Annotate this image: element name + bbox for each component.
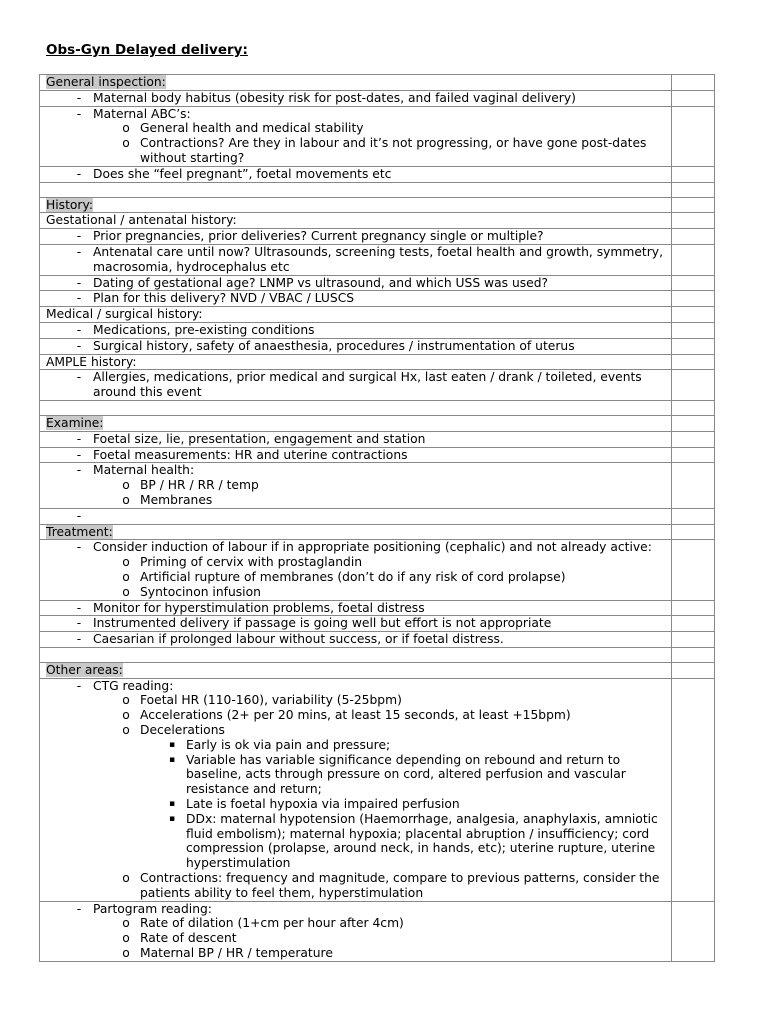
item-text: Maternal health:	[93, 463, 195, 478]
square-bullet-icon: ▪	[168, 739, 176, 750]
square-bullet-icon: ▪	[168, 813, 176, 824]
dash-bullet-icon: -	[76, 338, 82, 353]
checkbox-cell[interactable]	[672, 632, 715, 648]
item-text: Plan for this delivery? NVD / VBAC / LUSCS	[93, 291, 355, 306]
table-row	[40, 415, 715, 431]
list-item	[46, 323, 671, 338]
checkbox-cell[interactable]	[672, 244, 715, 275]
item-text: Partogram reading:	[93, 901, 212, 916]
list-item	[46, 121, 671, 136]
checkbox-cell[interactable]	[672, 463, 715, 508]
list-item	[46, 463, 671, 478]
item-text: Syntocinon infusion	[140, 584, 261, 599]
list-item	[46, 570, 671, 585]
circle-bullet-icon: o	[122, 693, 130, 708]
section-heading: Other areas:	[46, 662, 123, 677]
list-item	[46, 616, 671, 631]
content-cell	[40, 90, 672, 106]
section-heading: General inspection:	[46, 75, 166, 89]
table-row	[40, 106, 715, 166]
table-row	[40, 901, 715, 961]
dash-bullet-icon: -	[76, 291, 82, 306]
item-text: Late is foetal hypoxia via impaired perfusion	[186, 797, 460, 812]
content-cell	[40, 354, 672, 370]
subsection-label: AMPLE history:	[46, 354, 137, 369]
circle-bullet-icon: o	[122, 723, 130, 738]
item-text: Maternal ABC’s:	[93, 106, 191, 121]
dash-bullet-icon: -	[76, 508, 82, 523]
content-cell	[40, 307, 672, 323]
checkbox-cell[interactable]	[672, 524, 715, 540]
dash-bullet-icon: -	[76, 600, 82, 615]
list-item	[46, 136, 671, 166]
list-item	[46, 679, 671, 694]
list-item	[46, 448, 671, 463]
content-cell	[40, 400, 672, 415]
circle-bullet-icon: o	[122, 931, 130, 946]
list-item	[46, 107, 671, 122]
item-text: Foetal size, lie, presentation, engagement and station	[93, 431, 426, 446]
table-row	[40, 662, 715, 678]
list-item	[46, 693, 671, 708]
item-text: CTG reading:	[93, 678, 174, 693]
table-row	[40, 632, 715, 648]
item-text: Prior pregnancies, prior deliveries? Current pregnancy single or multiple?	[93, 229, 544, 244]
item-text: Does she “feel pregnant”, foetal movements etc	[93, 166, 392, 181]
checklist-table	[39, 74, 715, 962]
item-text: General health and medical stability	[140, 121, 364, 136]
checkbox-cell[interactable]	[672, 678, 715, 901]
item-text: Accelerations (2+ per 20 mins, at least 15 seconds, at least +15bpm)	[140, 708, 571, 723]
document-title: Obs-Gyn Delayed delivery:	[46, 42, 248, 58]
checkbox-cell[interactable]	[672, 616, 715, 632]
table-row	[40, 291, 715, 307]
checkbox-cell[interactable]	[672, 229, 715, 245]
content-cell	[40, 229, 672, 245]
content-cell	[40, 338, 672, 354]
section-heading: History:	[46, 197, 93, 212]
list-item	[46, 871, 671, 901]
checkbox-cell[interactable]	[672, 370, 715, 401]
item-text: Variable has variable significance depending on rebound and return to baseline, acts through pressure on cord, altered perfusion and vascular resistance and return;	[186, 752, 626, 797]
circle-bullet-icon: o	[122, 478, 130, 493]
table-row	[40, 463, 715, 508]
content-cell	[40, 447, 672, 463]
content-cell	[40, 415, 672, 431]
content-cell	[40, 616, 672, 632]
table-row	[40, 322, 715, 338]
content-cell	[40, 197, 672, 213]
content-cell	[40, 106, 672, 166]
table-row	[40, 431, 715, 447]
item-text: Medications, pre-existing conditions	[93, 322, 315, 337]
list-item	[46, 555, 671, 570]
content-cell	[40, 244, 672, 275]
square-bullet-icon: ▪	[168, 754, 176, 765]
checkbox-cell[interactable]	[672, 291, 715, 307]
item-text: Early is ok via pain and pressure;	[186, 737, 391, 752]
circle-bullet-icon: o	[122, 946, 130, 961]
list-item	[46, 276, 671, 291]
content-cell	[40, 213, 672, 229]
content-cell	[40, 431, 672, 447]
checkbox-cell[interactable]	[672, 166, 715, 182]
item-text: Foetal measurements: HR and uterine contractions	[93, 447, 408, 462]
checkbox-cell[interactable]	[672, 415, 715, 431]
table-row	[40, 166, 715, 182]
checkbox-cell[interactable]	[672, 106, 715, 166]
checkbox-cell[interactable]	[672, 400, 715, 415]
list-item	[46, 708, 671, 723]
dash-bullet-icon: -	[76, 322, 82, 337]
item-text: Antenatal care until now? Ultrasounds, screening tests, foetal health and growth, symmetry, macrosomia, hydrocephalus etc	[93, 244, 663, 274]
dash-bullet-icon: -	[76, 616, 82, 631]
checkbox-cell[interactable]	[672, 213, 715, 229]
item-text: Foetal HR (110-160), variability (5-25bpm)	[140, 693, 402, 708]
table-row	[40, 182, 715, 197]
content-cell	[40, 275, 672, 291]
item-text: Maternal BP / HR / temperature	[140, 946, 333, 961]
item-text: BP / HR / RR / temp	[140, 478, 259, 493]
item-text: Priming of cervix with prostaglandin	[140, 555, 363, 570]
content-cell	[40, 632, 672, 648]
dash-bullet-icon: -	[76, 540, 82, 555]
square-bullet-icon: ▪	[168, 799, 176, 810]
table-row	[40, 354, 715, 370]
checkbox-cell[interactable]	[672, 275, 715, 291]
content-cell	[40, 647, 672, 662]
item-text: Maternal body habitus (obesity risk for post-dates, and failed vaginal delivery)	[93, 90, 576, 105]
list-item	[46, 91, 671, 106]
list-item	[46, 753, 671, 797]
list-item	[46, 478, 671, 493]
table-row	[40, 647, 715, 662]
table-row	[40, 370, 715, 401]
circle-bullet-icon: o	[122, 492, 130, 507]
content-cell	[40, 678, 672, 901]
checkbox-cell[interactable]	[672, 600, 715, 616]
list-item	[46, 902, 671, 917]
list-item	[46, 339, 671, 354]
item-text: Instrumented delivery if passage is going well but effort is not appropriate	[93, 616, 552, 631]
list-item	[46, 245, 671, 275]
dash-bullet-icon: -	[76, 901, 82, 916]
item-text: Contractions? Are they in labour and it’s not progressing, or have gone post-dates without starting?	[140, 136, 647, 165]
item-text: Consider induction of labour if in appropriate positioning (cephalic) and not already active:	[93, 540, 652, 555]
section-heading: Examine:	[46, 415, 104, 430]
circle-bullet-icon: o	[122, 555, 130, 570]
list-item	[46, 738, 671, 753]
table-row	[40, 90, 715, 106]
checkbox-cell[interactable]	[672, 197, 715, 213]
table-row	[40, 275, 715, 291]
circle-bullet-icon: o	[122, 871, 130, 886]
content-cell	[40, 182, 672, 197]
circle-bullet-icon: o	[122, 136, 130, 151]
item-text: Dating of gestational age? LNMP vs ultrasound, and which USS was used?	[93, 275, 549, 290]
item-text: Contractions: frequency and magnitude, compare to previous patterns, consider the patients ability to feel them, hyperstimulation	[140, 871, 660, 900]
circle-bullet-icon: o	[122, 916, 130, 931]
content-cell	[40, 75, 672, 91]
content-cell	[40, 901, 672, 961]
table-row	[40, 524, 715, 540]
table-row	[40, 400, 715, 415]
section-heading: Treatment:	[46, 524, 113, 539]
checkbox-cell[interactable]	[672, 662, 715, 678]
checkbox-cell[interactable]	[672, 307, 715, 323]
item-text: Artificial rupture of membranes (don’t do if any risk of cord prolapse)	[140, 569, 566, 584]
content-cell	[40, 540, 672, 600]
item-text: Surgical history, safety of anaesthesia, procedures / instrumentation of uterus	[93, 338, 575, 353]
checkbox-cell[interactable]	[672, 901, 715, 961]
list-item	[46, 812, 671, 871]
list-item	[46, 432, 671, 447]
content-cell	[40, 508, 672, 524]
subsection-label: Gestational / antenatal history:	[46, 213, 237, 228]
item-text: Allergies, medications, prior medical and surgical Hx, last eaten / drank / toileted, events around this event	[93, 370, 642, 400]
content-cell	[40, 291, 672, 307]
dash-bullet-icon: -	[76, 90, 82, 105]
item-text: Membranes	[140, 492, 213, 507]
list-item	[46, 540, 671, 555]
circle-bullet-icon: o	[122, 569, 130, 584]
list-item	[46, 167, 671, 182]
checkbox-cell[interactable]	[672, 90, 715, 106]
checkbox-cell[interactable]	[672, 508, 715, 524]
checkbox-cell[interactable]	[672, 75, 715, 91]
checkbox-cell[interactable]	[672, 322, 715, 338]
table-row	[40, 616, 715, 632]
table-row	[40, 75, 715, 91]
table-row	[40, 540, 715, 600]
table-row	[40, 338, 715, 354]
table-row	[40, 229, 715, 245]
list-item	[46, 291, 671, 306]
table-row	[40, 600, 715, 616]
dash-bullet-icon: -	[76, 106, 82, 121]
checkbox-cell[interactable]	[672, 354, 715, 370]
checkbox-cell[interactable]	[672, 447, 715, 463]
content-cell	[40, 370, 672, 401]
list-item	[46, 229, 671, 244]
list-item	[46, 723, 671, 738]
list-item	[46, 916, 671, 931]
circle-bullet-icon: o	[122, 121, 130, 136]
item-text: Rate of descent	[140, 931, 237, 946]
content-cell	[40, 524, 672, 540]
dash-bullet-icon: -	[76, 463, 82, 478]
table-row	[40, 244, 715, 275]
content-cell	[40, 463, 672, 508]
dash-bullet-icon: -	[76, 244, 82, 259]
dash-bullet-icon: -	[76, 166, 82, 181]
dash-bullet-icon: -	[76, 275, 82, 290]
item-text: Caesarian if prolonged labour without success, or if foetal distress.	[93, 632, 504, 647]
dash-bullet-icon: -	[76, 431, 82, 446]
dash-bullet-icon: -	[76, 447, 82, 462]
dash-bullet-icon: -	[76, 632, 82, 647]
content-cell	[40, 166, 672, 182]
list-item	[46, 601, 671, 616]
table-row	[40, 447, 715, 463]
list-item	[46, 585, 671, 600]
item-text: Monitor for hyperstimulation problems, foetal distress	[93, 600, 425, 615]
table-row	[40, 508, 715, 524]
list-item	[46, 946, 671, 961]
content-cell	[40, 662, 672, 678]
dash-bullet-icon: -	[76, 229, 82, 244]
checkbox-cell[interactable]	[672, 647, 715, 662]
checkbox-cell[interactable]	[672, 540, 715, 600]
item-text: Decelerations	[140, 723, 225, 738]
circle-bullet-icon: o	[122, 584, 130, 599]
list-item	[46, 797, 671, 812]
dash-bullet-icon: -	[76, 370, 82, 385]
list-item	[46, 493, 671, 508]
table-row	[40, 307, 715, 323]
item-text	[93, 509, 671, 524]
table-row	[40, 678, 715, 901]
item-text: Rate of dilation (1+cm per hour after 4cm)	[140, 916, 404, 931]
checkbox-cell[interactable]	[672, 338, 715, 354]
list-item	[46, 370, 671, 400]
subsection-label: Medical / surgical history:	[46, 307, 203, 322]
table-row	[40, 197, 715, 213]
item-text: DDx: maternal hypotension (Haemorrhage, analgesia, anaphylaxis, amniotic fluid embolism); maternal hypoxia; placental abruption / insufficiency; cord compression (prolapse, around neck, in hands, etc); uterine rupture, uterine hyperstimulation	[186, 811, 658, 871]
content-cell	[40, 322, 672, 338]
checkbox-cell[interactable]	[672, 431, 715, 447]
circle-bullet-icon: o	[122, 708, 130, 723]
checkbox-cell[interactable]	[672, 182, 715, 197]
dash-bullet-icon: -	[76, 678, 82, 693]
list-item	[46, 509, 671, 524]
list-item	[46, 931, 671, 946]
list-item	[46, 632, 671, 647]
table-row	[40, 213, 715, 229]
content-cell	[40, 600, 672, 616]
